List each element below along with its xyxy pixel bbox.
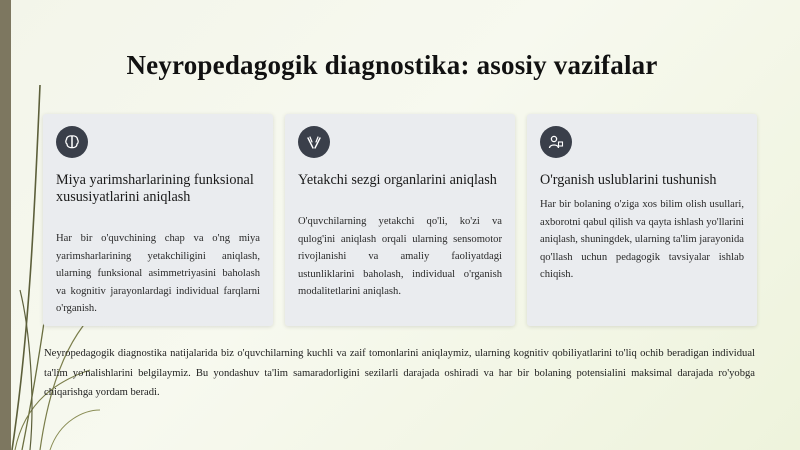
brain-icon <box>56 126 88 158</box>
card-body: Har bir o'quvchining chap va o'ng miya yarimsharlarining yetakchiligini aniqlash, ularning funksional asimmetriyasini baholash va kognitiv jarayonlardagi individual farqlarni o'rganish. <box>56 233 260 314</box>
card-learning-styles <box>527 114 757 326</box>
card-body: O'quvchilarning yetakchi qo'li, ko'zi va qulog'ini aniqlash orqali ularning sensomotor rivojlanishi va amaliy faoliyatdagi ustunliklarini baholash, individual o'rganish modalitetlarini aniqlash. <box>298 216 502 297</box>
card-body: Har bir bolaning o'ziga xos bilim olish usullari, axborotni qabul qilish va qayta ishlash yo'llarini aniqlash, shuningdek, ularning ta'lim jarayonida qo'llash uchun pedagogik tavsiyalar ishlab chiqish. <box>540 199 744 280</box>
card-heading: Miya yarimsharlarining funksional xususiyatlarini aniqlash <box>56 172 254 205</box>
summary-paragraph: Neyropedagogik diagnostika natijalarida biz o'quvchilarning kuchli va zaif tomonlarini aniqlaymiz, ularning kognitiv qobiliyatlarini to'liq ochib beradigan individual ta'lim yo'nalishlarini belgilaymiz. Bu yondashuv ta'lim samaradorligini sezilarli darajada oshiradi va har bir bolaning potensialini maksimal darajada ro'yobga chiqarishga yordam beradi. <box>44 348 755 398</box>
card-heading: O'rganish uslublarini tushunish <box>540 172 717 188</box>
card-sensory-organs <box>285 114 515 326</box>
slide-title: Neyropedagogik diagnostika: asosiy vazifalar <box>126 50 658 80</box>
learner-icon <box>540 126 572 158</box>
card-brain-hemispheres <box>43 114 273 326</box>
hands-icon <box>298 126 330 158</box>
card-heading: Yetakchi sezgi organlarini aniqlash <box>298 172 497 188</box>
